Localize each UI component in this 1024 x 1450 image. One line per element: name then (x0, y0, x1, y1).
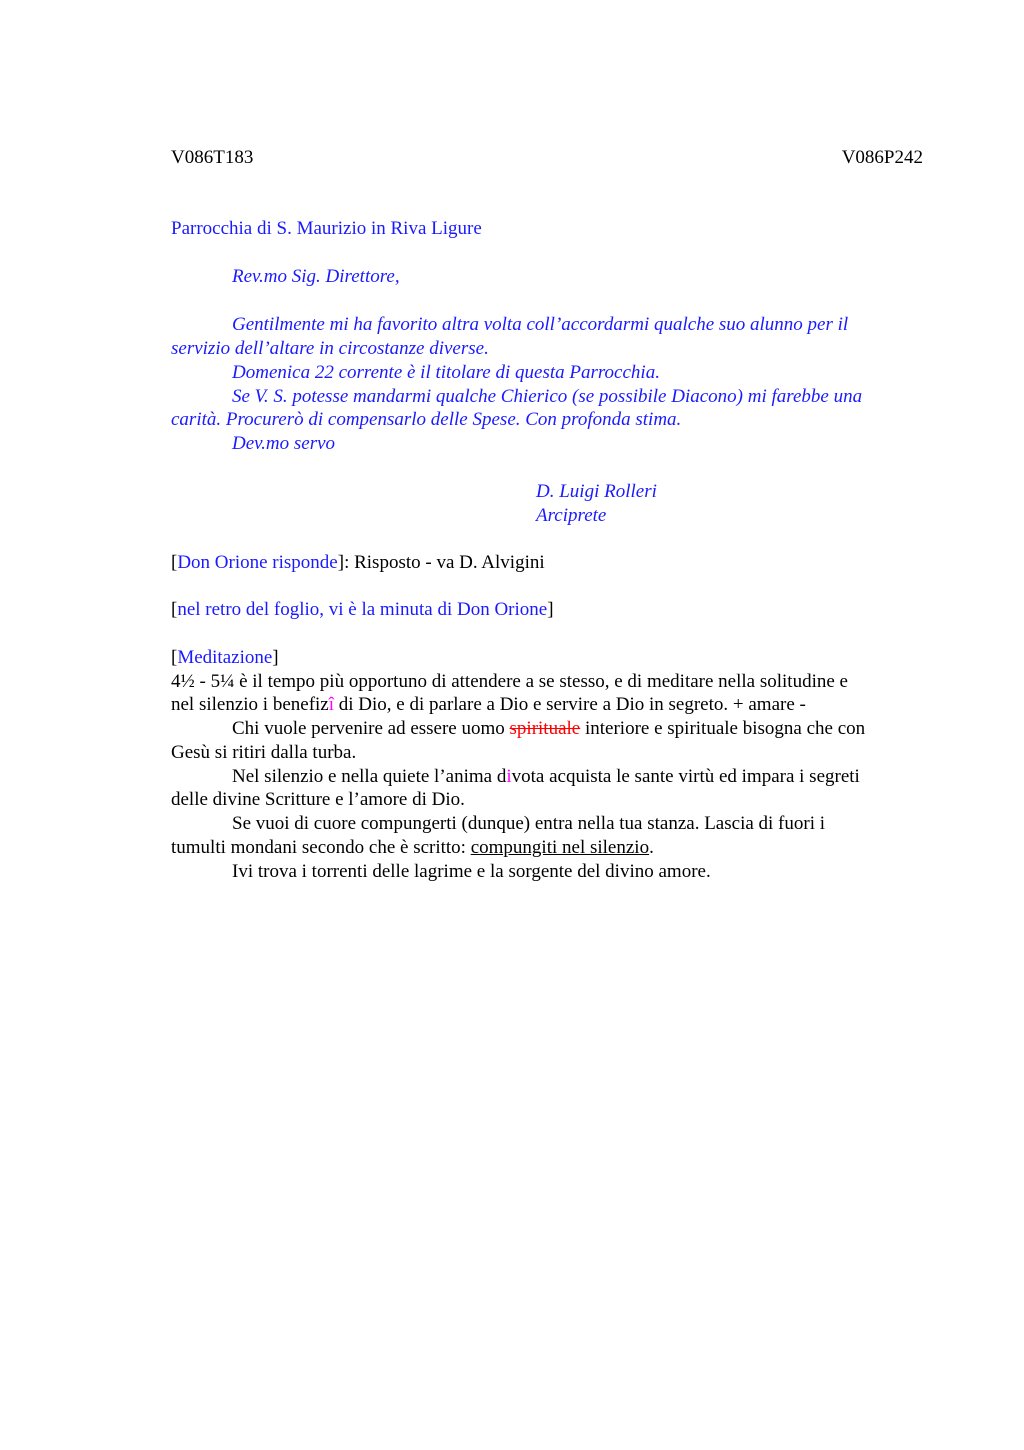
letter-paragraph-3-line-2: carità. Procurerò di compensarlo delle Spese. Con profonda stima. (171, 409, 682, 430)
meditation-line-9: Ivi trova i torrenti delle lagrime e la sorgente del divino amore. (232, 861, 711, 882)
meditation-text: vota acquista le sante virtù ed impara i segreti (511, 766, 860, 787)
meditation-line-8 (171, 836, 654, 860)
letter-paragraph-1-line-2: servizio dell’altare in circostanze diverse. (171, 338, 489, 359)
meditation-text: tumulti mondani secondo che è scritto: (171, 837, 471, 858)
meditation-line-5 (232, 765, 860, 789)
meditation-line-6: delle divine Scritture e l’amore di Dio. (171, 789, 465, 810)
letter-salutation: Rev.mo Sig. Direttore, (232, 266, 400, 287)
letter-paragraph-1-line-1: Gentilmente mi ha favorito altra volta coll’accordarmi qualche suo alunno per il (232, 314, 849, 335)
document-code-left: V086T183 (171, 147, 254, 168)
document-code-right: V086P242 (841, 147, 923, 168)
response-text: : Risposto - va D. Alvigini (344, 552, 545, 573)
correction-mark: î (328, 694, 335, 715)
meditation-text: interiore e spirituale bisogna che con (580, 718, 866, 739)
meditation-text: nel silenzio i benefiz (171, 694, 329, 715)
letter-paragraph-3-line-1: Se V. S. potesse mandarmi qualche Chierico (se possibile Diacono) mi farebbe una (232, 386, 863, 407)
bracket-open: [ (171, 552, 178, 573)
parish-heading: Parrocchia di S. Maurizio in Riva Ligure (171, 218, 482, 239)
bracket-open: [ (171, 647, 178, 668)
bracket-close: ] (337, 552, 345, 573)
signature-title: Arciprete (536, 505, 607, 526)
meditation-line-1: 4½ - 5¼ è il tempo più opportuno di attendere a se stesso, e di meditare nella solitudine e (171, 671, 848, 692)
deleted-word: spirituale (509, 718, 581, 739)
meditation-text: di Dio, e di parlare a Dio e servire a Dio in segreto. + amare - (334, 694, 806, 715)
meditation-line-4: Gesù si ritiri dalla turba. (171, 742, 357, 763)
bracket-open: [ (171, 599, 178, 620)
letter-paragraph-2: Domenica 22 corrente è il titolare di questa Parrocchia. (232, 362, 660, 383)
meditation-text: Nel silenzio e nella quiete l’anima d (232, 766, 507, 787)
underlined-quote: compungiti nel silenzio (470, 837, 650, 858)
meditation-line-2 (171, 693, 806, 717)
bracket-close: ] (272, 647, 279, 668)
reverse-note-text: nel retro del foglio, vi è la minuta di Don Orione (177, 599, 548, 620)
meditation-text: . (649, 837, 654, 858)
meditation-text: Chi vuole pervenire ad essere uomo (232, 718, 510, 739)
reverse-note-line (171, 598, 554, 622)
bracket-close: ] (547, 599, 554, 620)
meditation-heading (171, 646, 279, 670)
meditation-title: Meditazione (177, 647, 273, 668)
meditation-line-3 (232, 717, 865, 741)
signature-name: D. Luigi Rolleri (536, 481, 657, 502)
response-label: Don Orione risponde (177, 552, 338, 573)
correction-mark: i (506, 766, 512, 787)
meditation-line-7: Se vuoi di cuore compungerti (dunque) entra nella tua stanza. Lascia di fuori i (232, 813, 826, 834)
response-line (171, 551, 545, 575)
letter-closing: Dev.mo servo (232, 433, 336, 454)
